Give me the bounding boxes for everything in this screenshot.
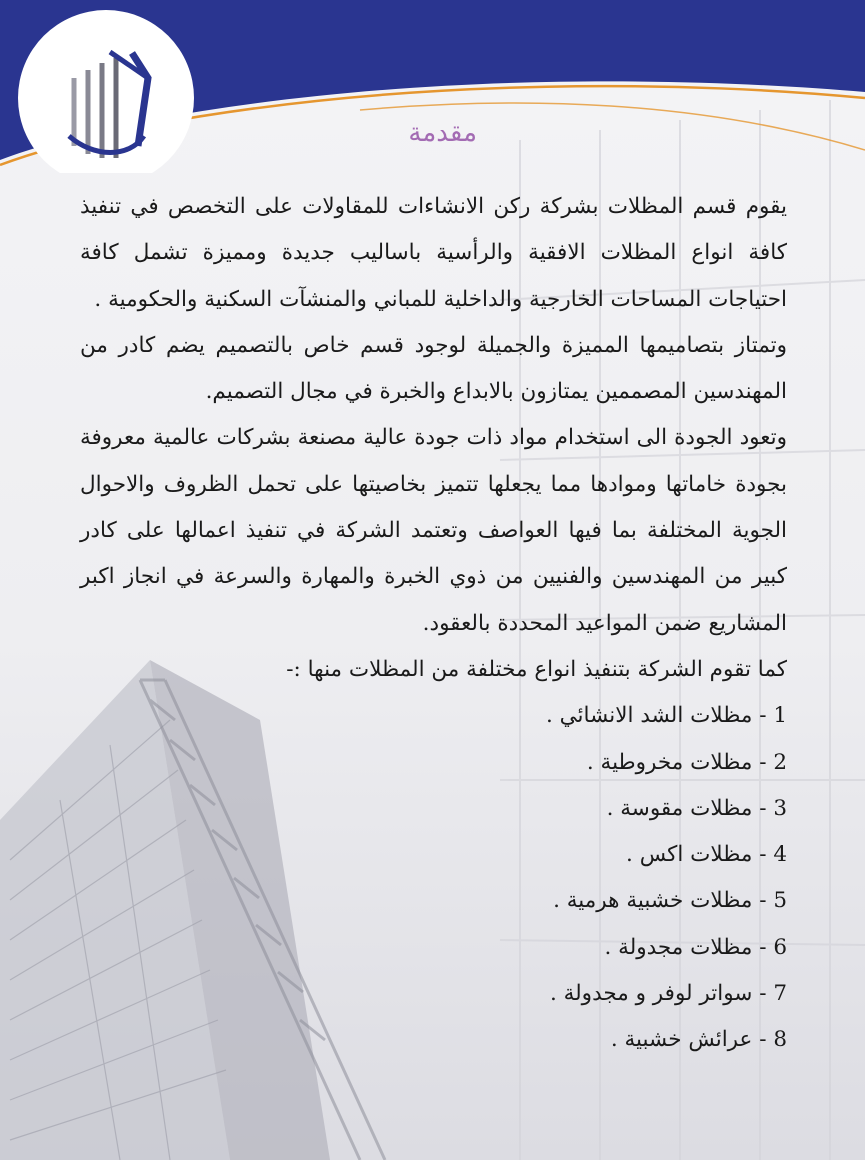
intro-paragraph: يقوم قسم المظلات بشركة ركن الانشاءات للمقاولات على التخصص في تنفيذ كافة انواع المظلات الافقية والرأسية باساليب جديدة ومميزة تشمل كافة احتياجات المساحات الخارجية والداخلية للمباني والمنشآت السكنية والحكومية .	[80, 194, 787, 312]
list-item: 5 - مظلات خشبية هرمية .	[553, 888, 787, 914]
canopy-types-list	[80, 693, 787, 1063]
company-logo-icon	[14, 8, 194, 173]
list-item: 4 - مظلات اكس .	[626, 842, 787, 868]
list-item: 2 - مظلات مخروطية .	[586, 749, 787, 775]
list-item: 8 - عرائش خشبية .	[610, 1027, 787, 1053]
list-item: 1 - مظلات الشد الانشائي .	[545, 703, 787, 729]
page-title: مقدمة	[408, 118, 477, 148]
types-intro-paragraph: كما تقوم الشركة بتنفيذ انواع مختلفة من المظلات منها :-	[286, 656, 787, 682]
body-text	[80, 184, 787, 1064]
list-item: 3 - مظلات مقوسة .	[606, 795, 787, 821]
quality-paragraph: وتعود الجودة الى استخدام مواد ذات جودة عالية مصنعة بشركات عالمية معروفة بجودة خاماتها وموادها مما يجعلها تتميز بخاصيتها على تحمل الظروف والاحوال الجوية المختلفة بما فيها العواصف وتعتمد الشركة في تنفيذ اعمالها على كادر كبير من المهندسين والفنيين من ذوي الخبرة والمهارة والسرعة في انجاز اكبر المشاريع ضمن المواعيد المحددة بالعقود.	[80, 425, 787, 636]
list-item: 7 - سواتر لوفر و مجدولة .	[549, 981, 787, 1007]
design-paragraph: وتمتاز بتصاميمها المميزة والجميلة لوجود قسم خاص بالتصميم يضم كادر من المهندسين المصممين يمتازون بالابداع والخبرة في مجال التصميم.	[80, 332, 787, 405]
list-item: 6 - مظلات مجدولة .	[604, 934, 787, 960]
